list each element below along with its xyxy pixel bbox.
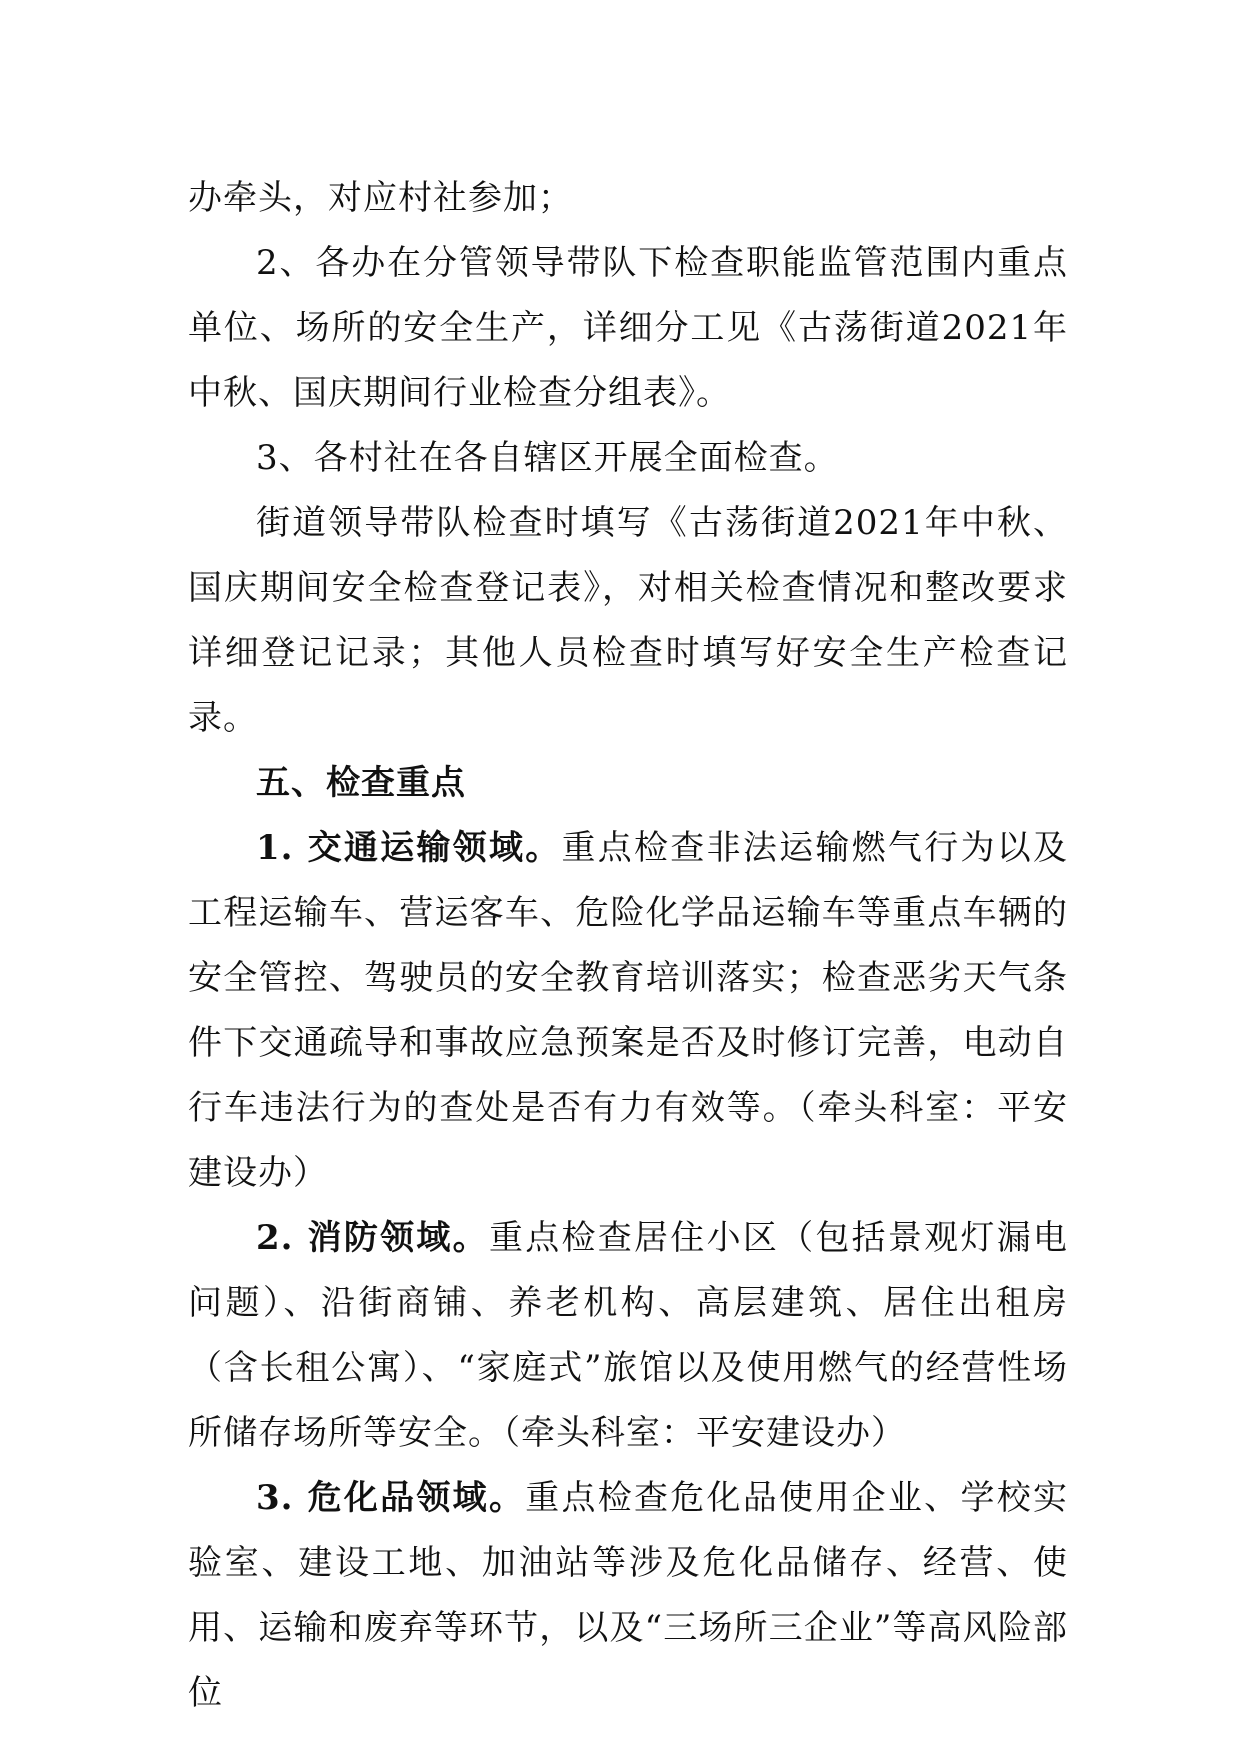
focus-item-fire — [188, 1206, 1068, 1466]
focus-item-text: 重点检查居住小区（包括景观灯漏电问题）、沿街商铺、养老机构、高层建筑、居住出租房（含长租公寓）、“家庭式”旅馆以及使用燃气的经营性场所储存场所等安全。（牵头科室：平安建设办） — [188, 1218, 1068, 1453]
focus-item-lead: 3. 危化品领域。 — [256, 1478, 526, 1518]
paragraph-continuation: 办牵头，对应村社参加； — [188, 178, 573, 218]
section-heading: 五、检查重点 — [256, 763, 466, 803]
focus-item-text: 重点检查危化品使用企业、学校实验室、建设工地、加油站等涉及危化品储存、经营、使用、运输和废弃等环节，以及“三场所三企业”等高风险部位 — [188, 1478, 1068, 1713]
focus-item-lead: 2. 消防领域。 — [256, 1218, 489, 1258]
focus-item-lead: 1. 交通运输领域。 — [256, 828, 562, 868]
document-body — [188, 166, 1068, 1726]
focus-item-traffic — [188, 816, 1068, 1206]
paragraph-registration: 街道领导带队检查时填写《古荡街道2021年中秋、国庆期间安全检查登记表》，对相关检查情况和整改要求详细登记记录；其他人员检查时填写好安全生产检查记录。 — [188, 503, 1068, 738]
paragraph-item-2: 2、各办在分管领导带队下检查职能监管范围内重点单位、场所的安全生产，详细分工见《古荡街道2021年中秋、国庆期间行业检查分组表》。 — [188, 243, 1068, 413]
paragraph-item-3: 3、各村社在各自辖区开展全面检查。 — [256, 438, 839, 478]
focus-item-text: 重点检查非法运输燃气行为以及工程运输车、营运客车、危险化学品运输车等重点车辆的安全管控、驾驶员的安全教育培训落实；检查恶劣天气条件下交通疏导和事故应急预案是否及时修订完善，电动自行车违法行为的查处是否有力有效等。（牵头科室：平安建设办） — [188, 828, 1069, 1193]
focus-item-hazmat — [188, 1466, 1068, 1726]
